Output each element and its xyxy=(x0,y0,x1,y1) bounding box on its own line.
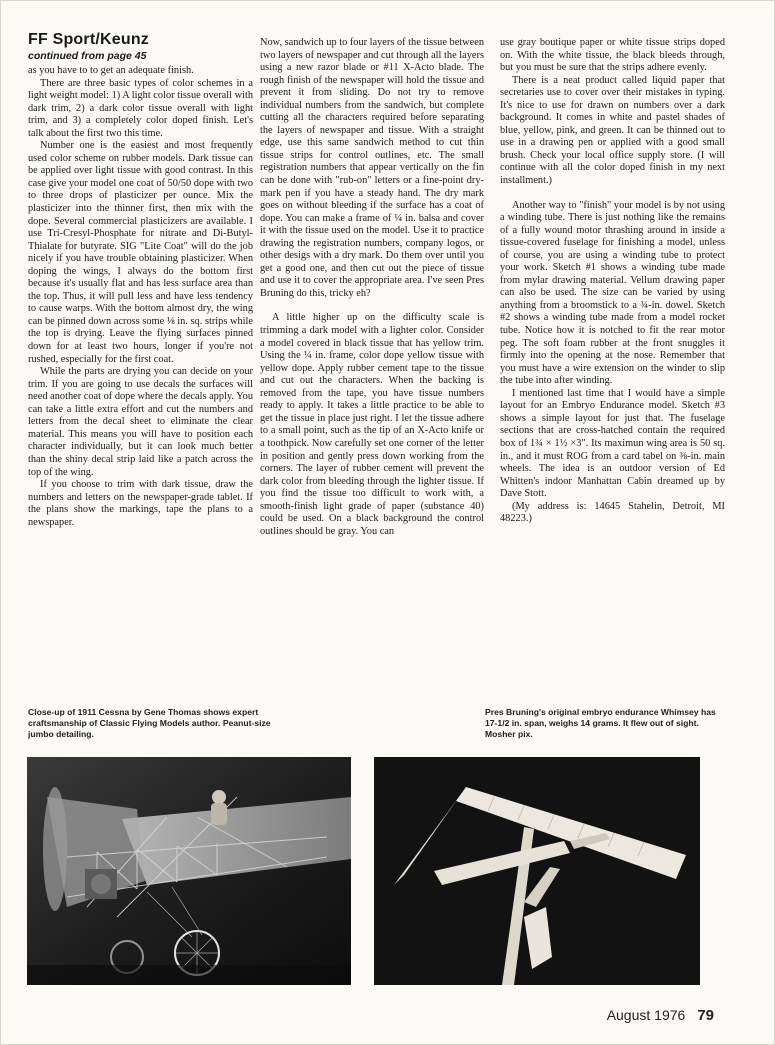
page-footer xyxy=(607,1007,714,1024)
paragraph: Another way to "finish" your model is by not using a winding tube. There is just nothing like the remains of a fully wound motor thrashing around in inside a tissue-covered fuselage for finishing a model, unless of course, you are using a winding tube to protect your work. Sketch #1 shows a winding tube made from mylar drawing material. Vellum drawing paper can also be used. The size can be varied by using anything from a broomstick to a ¾-in. dowel. Sketch #2 shows a winding tube made from a model rocket tube. Notice how it is notched to fit the rear motor peg. The soft foam rubber at the front snuggles it firmly into the opening at the nose. Remember that you must have a wire extension on the winder to slip the tube into after winding. xyxy=(500,199,725,387)
paragraph: Number one is the easiest and most frequently used color scheme on rubber models. Dark tissue can be applied over light tissue with good contrast. In this case give your model one coat of 50/50 dope with two to three drops of plasticizer per ounce. Mix the plasticizer into the thinner first, then mix with the dope. Several commercial plasticizers are available. I use Tri-Cresyl-Phosphate for nitrate and Di-Butyl-Thialate for butyrate. SIG "Lite Coat" will do the job nicely if you have trouble obtaining plasticizer. When doping the wings, I always do the bottom first because it's usually flat and has less surface area than the top. Thus, it will pull less and have less tendency to cause warps. With the bottom almost dry, the wing can be pinned down across some ⅛ in. sq. strips while the top is drying. Leave the flying surfaces pinned down for at least two hours, longer if you're not rushed, especially for the first coat. xyxy=(28,140,253,365)
page-number: 79 xyxy=(697,1007,714,1024)
photo-cessna-model xyxy=(27,757,351,985)
embryo-photo-illustration xyxy=(374,757,700,985)
paragraph: While the parts are drying you can decide on your trim. If you are going to use decals the surfaces will need another coat of dope where the decals apply. You can take a little extra effort and cut the numbers and letters from the decal sheet to eliminate the clear material. This means you will have to position each character individually, but it can look much better than the shiny decal strip laid like a patch across the top of the wing. xyxy=(28,366,253,478)
continued-note: continued from page 45 xyxy=(28,50,147,62)
photo-caption-right: Pres Bruning's original embryo endurance Whimsey has 17-1/2 in. span, weighs 14 grams. It flew out of sight. Mosher pix. xyxy=(485,707,716,739)
paragraph: (My address is: 14645 Stahelin, Detroit, MI 48223.) xyxy=(500,500,725,525)
text-column-1 xyxy=(28,65,253,677)
paragraph: Now, sandwich up to four layers of the tissue between two layers of newspaper and cut through all the layers using a new razor blade or #11 X-Acto blade. The rough finish of the newspaper will hold the tissue and prevent it from sliding. Do not try to remove individual numbers from the sandwich, but complete cutting all the characters required before separating the layers of newspaper and tissue. With a straight edge, use this same sandwich method to cut thin tissue strips for control outlines, etc. The small registration numbers that appear vertically on the fin can be done with "rub-on" letters or a fine-point dry-mark pen if you have a steady hand. The dry mark goes on without bleeding if the surface has a coat of dope. You can make a frame of ¼ in. balsa and cover it with the tissue used on the model. Use it to practice drawing the registration numbers, company logos, or other desigs with a dry mark. Do them over until you get a good one, and then cut out the piece of tissue and use it to cover the appropriate area. I've seen Pres Bruning do this, tricky eh? xyxy=(260,37,484,299)
paragraph: I mentioned last time that I would have a simple layout for an Embryo Endurance model. Sketch #3 shows a simple layout for just that. The fuselage sections that are cross-hatched contain the required box of 1¾ × 1½ ×3″. Its maximun wing area is 50 sq. in., and it must ROG from a card tabel on ⅜-in. main wheels. The idea is an outdoor version of Ed Whitten's indoor Manhattan Cabin dreamed up by Dave Stott. xyxy=(500,387,725,500)
paragraph: There is a neat product called liquid paper that secretaries use to cover over their mistakes in typing. It's nice to use for drawn on numbers over a dark background. It comes in white and pastel shades of blue, yellow, pink, and green. It can be thinned out to use in a drawing pen or applied with a good small brush. Check your local office supply store. (I will continue with all the color doped finish in my next installment.) xyxy=(500,74,725,187)
paragraph: use gray boutique paper or white tissue strips doped on. With the white tissue, the black bleeds through, but you must be sure that the strips adhere evenly. xyxy=(500,37,725,74)
paragraph: If you choose to trim with dark tissue, draw the numbers and letters on the newspaper-grade tablet. If the plans show the markings, tape the plans to a newspaper. xyxy=(28,479,253,528)
article-title: FF Sport/Keunz xyxy=(28,31,150,48)
paragraph: There are three basic types of color schemes in a light weight model: 1) A light color tissue overall with dark trim, 2) a dark color tissue overall with light trim, and 3) a completely color doped finish. Let's talk about the first two this time. xyxy=(28,77,253,139)
paragraph: as you have to to get an adequate finish. xyxy=(28,65,194,76)
issue-date: August 1976 xyxy=(606,1007,686,1023)
photo-embryo-model xyxy=(374,757,700,985)
article-header xyxy=(28,31,253,62)
paragraph: A little higher up on the difficulty scale is trimming a dark model with a lighter color. Consider a model covered in black tissue that has yellow trim. Using the ¼ in. frame, color dope yellow tissue with yellow dope. Apply rubber cement tape to the tissue and cut out the characters. When the backing is removed from the tape, you have tissue numbers ready to apply. It takes a little practice to be able to get the tissue in place just right. I let the tissue adhere to a small point, such as the tip of an X-Acto knife or a toothpick. Now carefully set one corner of the letter in position and gently press down working from the corners. The layer of rubber cement will prevent the dark color from bleeding through the lighter tissue. If you find the tissue too difficult to work with, a smooth-finish light grade of paper (substance 40) could be used. On a black background the control outlines should be gray. You can xyxy=(260,312,484,537)
photo-caption-left: Close-up of 1911 Cessna by Gene Thomas shows expert craftsmanship of Classic Flying Models author. Peanut-size jumbo detailing. xyxy=(28,707,271,739)
cessna-photo-illustration xyxy=(27,757,351,985)
text-column-2 xyxy=(260,37,484,697)
text-column-3 xyxy=(500,37,725,697)
